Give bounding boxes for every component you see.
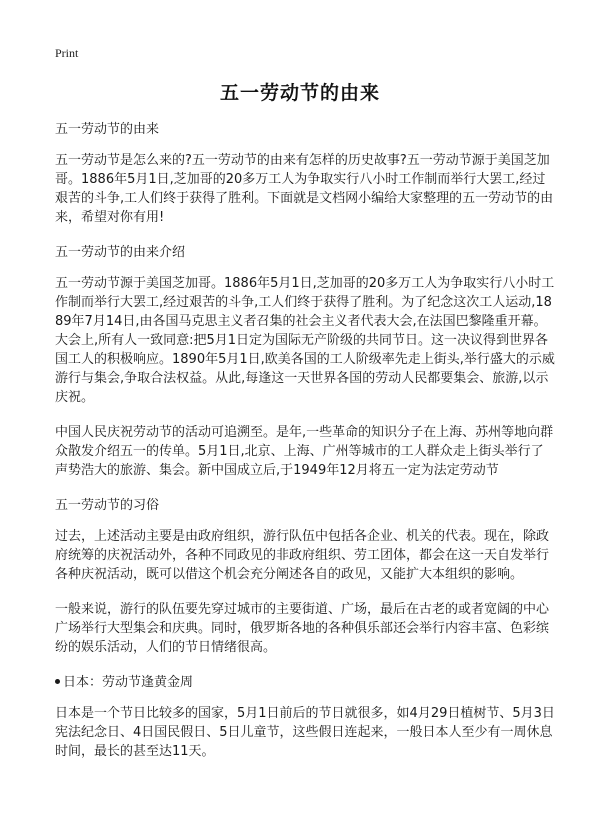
document-body [55,120,555,777]
bullet-heading-text: 日本：劳动节逢黄金周 [63,675,194,690]
section-heading-origin: 五一劳动节的由来 [55,122,160,137]
intro-paragraph: 五一劳动节是怎么来的?五一劳动节的由来有怎样的历史故事?五一劳动节源于美国芝加哥。1886年5月1日,芝加哥的20多万工人为争取实行八小时工作制而举行大罢工,经过艰苦的斗争,工人们终于获得了胜利。下面就是文档网小编给大家整理的五一劳动节的由来，希望对你有用! [55,153,554,225]
bullet-heading-japan [55,673,555,692]
customs-paragraph-1: 过去，上述活动主要是由政府组织，游行队伍中包括各企业、机关的代表。现在，除政府统筹的庆祝活动外，各种不同政见的非政府组织、劳工团体，都会在这一天自发举行各种庆祝活动，既可以借这个机会充分阐述各自的政见，又能扩大本组织的影响。 [55,529,550,582]
section-heading-origin-intro: 五一劳动节的由来介绍 [55,245,186,260]
customs-paragraph-2: 一般来说，游行的队伍要先穿过城市的主要街道、广场，最后在古老的或者宽阔的中心广场举行大型集会和庆典。同时，俄罗斯各地的各种俱乐部还会举行内容丰富、色彩缤纷的娱乐活动，人们的节日情绪很高。 [55,602,550,655]
china-paragraph: 中国人民庆祝劳动节的活动可追溯至。是年,一些革命的知识分子在上海、苏州等地向群众散发介绍五一的传单。5月1日,北京、上海、广州等城市的工人群众走上街头举行了声势浩大的旅游、集会。新中国成立后,于1949年12月将五一定为法定劳动节 [55,425,554,478]
section-heading-customs: 五一劳动节的习俗 [55,498,160,513]
print-link[interactable]: Print [55,46,79,60]
bullet-dot-icon [55,679,60,684]
history-paragraph: 五一劳动节源于美国芝加哥。1886年5月1日,芝加哥的20多万工人为争取实行八小时工作制而举行大罢工,经过艰苦的斗争,工人们终于获得了胜利。为了纪念这次工人运动,1889年7月14日,由各国马克思主义者召集的社会主义者代表大会,在法国巴黎隆重开幕。大会上,所有人一致同意:把5月1日定为国际无产阶级的共同节日。这一决议得到世界各国工人的积极响应。1890年5月1日,欧美各国的工人阶级率先走上街头,举行盛大的示威游行与集会,争取合法权益。从此,每逢这一天世界各国的劳动人民都要集会、旅游,以示庆祝。 [55,276,555,405]
page-title: 五一劳动节的由来 [219,82,380,104]
japan-paragraph: 日本是一个节日比较多的国家，5月1日前后的节日就很多，如4月29日植树节、5月3日宪法纪念日、4日国民假日、5日儿童节，这些假日连起来，一般日本人至少有一周休息时间，最长的甚至达11天。 [55,706,555,759]
